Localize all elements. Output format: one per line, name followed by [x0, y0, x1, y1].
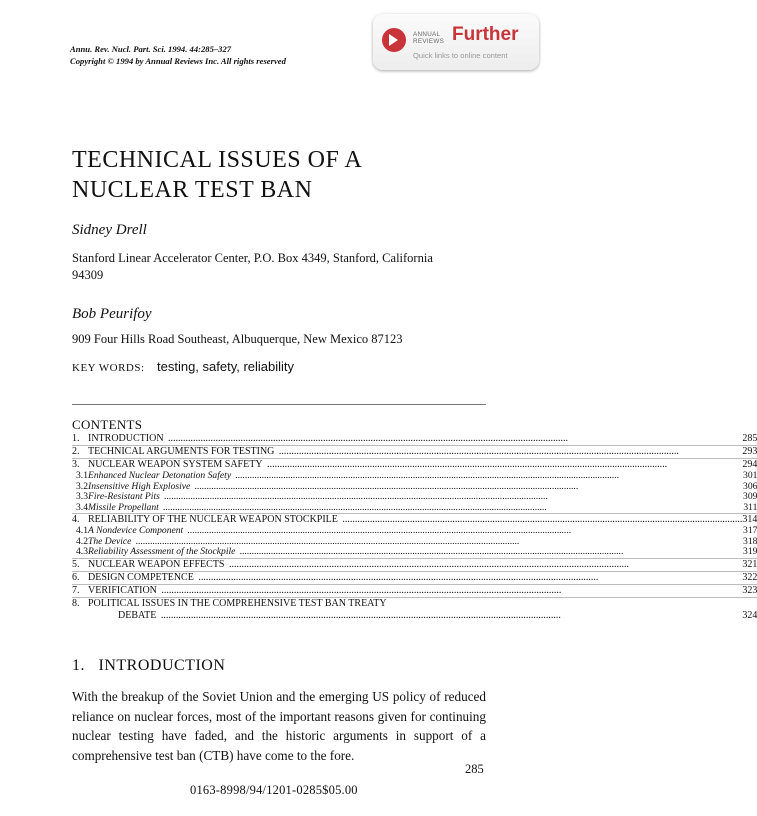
body-paragraph: With the breakup of the Soviet Union and the emerging US policy of reduced reliance on nuclear forces, most of the important reasons given for continuing nuclear testing have faded, and the historic arguments in support of a comprehensive test ban (CTB) have come to the fore.	[72, 689, 486, 763]
toc-subentry[interactable]: 4.1 A Nondevice Component ..... 317	[72, 526, 757, 537]
title-line-2: NUCLEAR TEST BAN	[72, 177, 313, 203]
further-links-badge[interactable]	[373, 14, 539, 70]
journal-citation	[70, 43, 286, 67]
play-arrow-icon	[382, 28, 406, 52]
toc-subentry[interactable]: 4.2 The Device ..... 318	[72, 537, 757, 548]
page-number: 285	[465, 762, 484, 776]
author-name: Sidney Drell	[72, 222, 147, 238]
further-label: Further	[452, 24, 519, 45]
toc-subentry[interactable]: 4.3 Reliability Assessment of the Stockpile ..... 319	[72, 547, 757, 558]
toc-entry[interactable]: 7. VERIFICATION ..... 323	[72, 584, 757, 597]
section-heading: 1. INTRODUCTION	[72, 657, 226, 674]
toc-entry[interactable]: 3. NUCLEAR WEAPON SYSTEM SAFETY ..... 294	[72, 459, 757, 472]
toc-entry[interactable]: 6. DESIGN COMPETENCE ..... 322	[72, 571, 757, 584]
toc-subentry[interactable]: 3.4 Missile Propellant ..... 311	[72, 503, 757, 514]
author-affiliation: 909 Four Hills Road Southeast, Albuquerque, New Mexico 87123	[72, 332, 403, 346]
keywords-label: KEY WORDS:	[72, 362, 145, 374]
contents-heading: CONTENTS	[72, 417, 143, 432]
quick-links-label: Quick links to online content	[413, 51, 508, 60]
toc-entry[interactable]: 5. NUCLEAR WEAPON EFFECTS ..... 321	[72, 558, 757, 571]
toc-subentry[interactable]: 3.1 Enhanced Nuclear Detonation Safety ..... 301	[72, 471, 757, 482]
toc-entry-continuation[interactable]: DEBATE ..... 324	[72, 610, 757, 622]
footer-code: 0163-8998/94/1201-0285$05.00	[190, 783, 358, 797]
divider	[72, 404, 486, 405]
toc-entry[interactable]: 4. RELIABILITY OF THE NUCLEAR WEAPON STOCKPILE ..... 314	[72, 514, 757, 527]
title-line-1: TECHNICAL ISSUES OF A	[72, 147, 363, 173]
toc-subentry[interactable]: 3.2 Insensitive High Explosive ..... 306	[72, 482, 757, 493]
table-of-contents	[72, 433, 757, 622]
journal-line-2: Copyright © 1994 by Annual Reviews Inc. All rights reserved	[70, 56, 286, 66]
journal-line-1: Annu. Rev. Nucl. Part. Sci. 1994. 44:285–327	[70, 44, 232, 54]
author-affiliation: Stanford Linear Accelerator Center, P.O. Box 4349, Stanford, California 94309	[72, 251, 433, 282]
keywords-value: testing, safety, reliability	[157, 359, 295, 374]
annual-reviews-logo-text: ANNUAL REVIEWS	[413, 31, 445, 45]
article-title	[72, 145, 362, 205]
toc-entry[interactable]: 2. TECHNICAL ARGUMENTS FOR TESTING ..... 293	[72, 446, 757, 459]
toc-entry[interactable]: 1. INTRODUCTION ..... 285	[72, 433, 757, 446]
toc-entry[interactable]: 8. POLITICAL ISSUES IN THE COMPREHENSIVE TEST BAN TREATY	[72, 597, 757, 610]
author-name: Bob Peurifoy	[72, 306, 152, 322]
toc-subentry[interactable]: 3.3 Fire-Resistant Pits ..... 309	[72, 492, 757, 503]
